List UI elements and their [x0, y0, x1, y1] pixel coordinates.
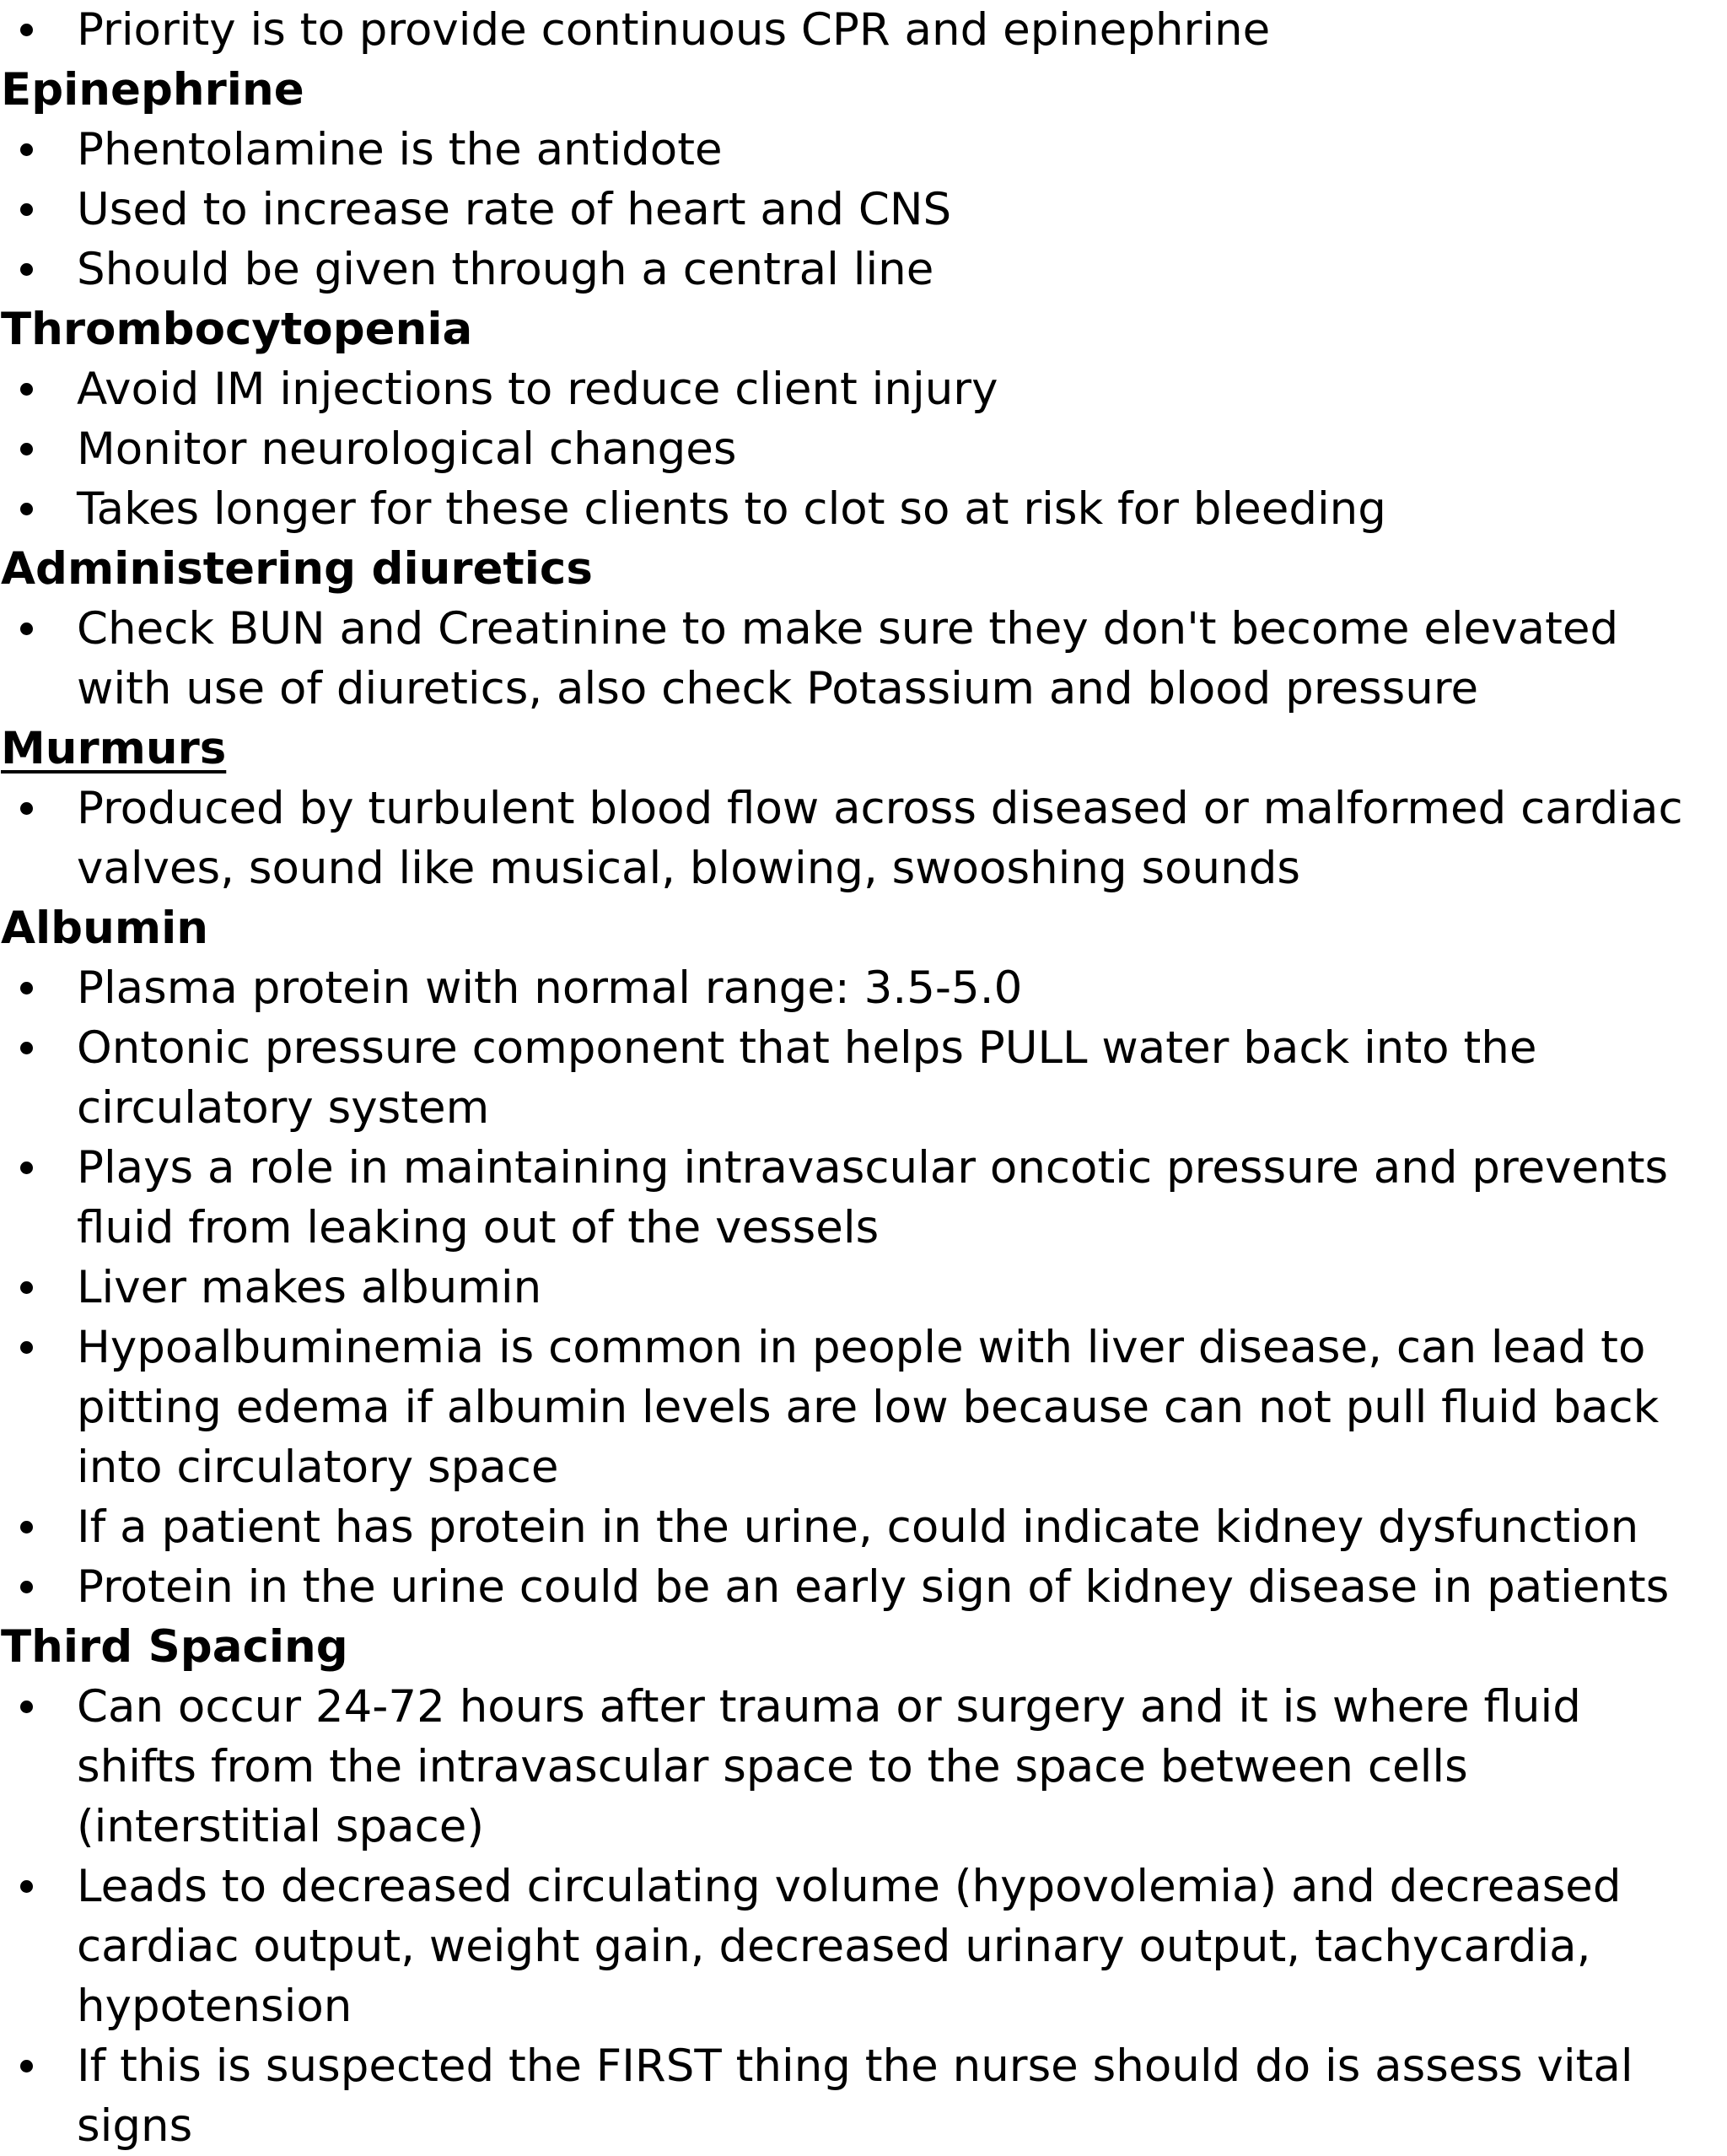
- list-item-text: Can occur 24-72 hours after trauma or surgery and it is where fluid shifts from the intravascular space to the space between cells (interstitial space): [77, 1681, 1581, 1852]
- bullet-list: [0, 0, 1727, 60]
- list-item: [0, 2036, 1727, 2156]
- bullet-icon: [20, 263, 33, 276]
- bullet-icon: [20, 1880, 33, 1893]
- list-item-text: Plasma protein with normal range: 3.5-5.0: [77, 962, 1023, 1014]
- bullet-list: [0, 1677, 1727, 2156]
- section-heading: [0, 539, 1727, 599]
- list-item: [0, 1677, 1727, 1857]
- list-item: [0, 479, 1727, 539]
- bullet-icon: [20, 982, 33, 994]
- list-item: [0, 359, 1727, 419]
- bullet-icon: [20, 623, 33, 635]
- list-item: [0, 599, 1727, 719]
- list-item: [0, 1138, 1727, 1258]
- bullet-icon: [20, 1521, 33, 1533]
- list-item-text: Priority is to provide continuous CPR and epinephrine: [77, 4, 1271, 56]
- list-item: [0, 180, 1727, 240]
- bullet-icon: [20, 802, 33, 815]
- notes-section: [0, 898, 1727, 1617]
- list-item: [0, 1497, 1727, 1557]
- section-heading: [0, 898, 1727, 958]
- notes-section: [0, 719, 1727, 898]
- bullet-list: [0, 599, 1727, 719]
- bullet-icon: [20, 443, 33, 455]
- bullet-icon: [20, 1042, 33, 1054]
- section-heading: [0, 719, 1727, 779]
- list-item-text: Leads to decreased circulating volume (hypovolemia) and decreased cardiac output, weight gain, decreased urinary output, tachycardia, hypotension: [77, 1861, 1622, 2032]
- list-item-text: Takes longer for these clients to clot so at risk for bleeding: [77, 483, 1386, 535]
- list-item-text: Used to increase rate of heart and CNS: [77, 184, 952, 235]
- list-item: [0, 1018, 1727, 1138]
- section-heading-text: Thrombocytopenia: [1, 304, 473, 355]
- bullet-icon: [20, 24, 33, 36]
- list-item-text: If a patient has protein in the urine, could indicate kidney dysfunction: [77, 1501, 1639, 1553]
- list-item: [0, 779, 1727, 898]
- list-item: [0, 1258, 1727, 1318]
- bullet-icon: [20, 203, 33, 216]
- list-item: [0, 1557, 1727, 1617]
- bullet-icon: [20, 2060, 33, 2072]
- notes-section: [0, 1617, 1727, 2156]
- section-heading-text: Third Spacing: [1, 1621, 348, 1673]
- bullet-icon: [20, 1701, 33, 1713]
- list-item: [0, 1857, 1727, 2036]
- bullet-list: [0, 779, 1727, 898]
- list-item: [0, 120, 1727, 180]
- list-item: [0, 419, 1727, 479]
- bullet-icon: [20, 1281, 33, 1294]
- list-item-text: If this is suspected the FIRST thing the nurse should do is assess vital signs: [77, 2040, 1633, 2152]
- section-heading-text: Albumin: [1, 903, 208, 954]
- list-item-text: Phentolamine is the antidote: [77, 124, 723, 175]
- bullet-icon: [20, 1162, 33, 1174]
- bullet-list: [0, 359, 1727, 539]
- notes-section: [0, 539, 1727, 719]
- list-item-text: Plays a role in maintaining intravascular oncotic pressure and prevents fluid from leaking out of the vessels: [77, 1142, 1669, 1253]
- list-item-text: Liver makes albumin: [77, 1262, 542, 1313]
- section-heading: [0, 60, 1727, 120]
- list-item: [0, 958, 1727, 1018]
- bullet-list: [0, 120, 1727, 299]
- notes-section: [0, 299, 1727, 539]
- bullet-icon: [20, 1581, 33, 1593]
- list-item: [0, 240, 1727, 299]
- section-heading: [0, 1617, 1727, 1677]
- notes-section: [0, 0, 1727, 60]
- bullet-icon: [20, 383, 33, 396]
- list-item: [0, 1318, 1727, 1497]
- section-heading-text: Administering diuretics: [1, 543, 593, 595]
- list-item-text: Hypoalbuminemia is common in people with liver disease, can lead to pitting edema if albumin levels are low because can not pull fluid back into circulatory space: [77, 1322, 1660, 1493]
- list-item-text: Should be given through a central line: [77, 244, 934, 295]
- bullet-list: [0, 958, 1727, 1617]
- section-heading: [0, 299, 1727, 359]
- list-item-text: Monitor neurological changes: [77, 423, 737, 475]
- list-item-text: Avoid IM injections to reduce client injury: [77, 364, 998, 415]
- bullet-icon: [20, 1341, 33, 1354]
- section-heading-text: Epinephrine: [1, 64, 304, 116]
- list-item-text: Check BUN and Creatinine to make sure they don't become elevated with use of diuretics, also check Potassium and blood pressure: [77, 603, 1619, 714]
- list-item-text: Produced by turbulent blood flow across diseased or malformed cardiac valves, sound like musical, blowing, swooshing sounds: [77, 783, 1683, 894]
- bullet-icon: [20, 143, 33, 156]
- list-item: [0, 0, 1727, 60]
- section-heading-text: Murmurs: [1, 723, 227, 774]
- bullet-icon: [20, 503, 33, 515]
- notes-section: [0, 60, 1727, 299]
- list-item-text: Protein in the urine could be an early sign of kidney disease in patients: [77, 1561, 1670, 1613]
- list-item-text: Ontonic pressure component that helps PULL water back into the circulatory system: [77, 1022, 1537, 1134]
